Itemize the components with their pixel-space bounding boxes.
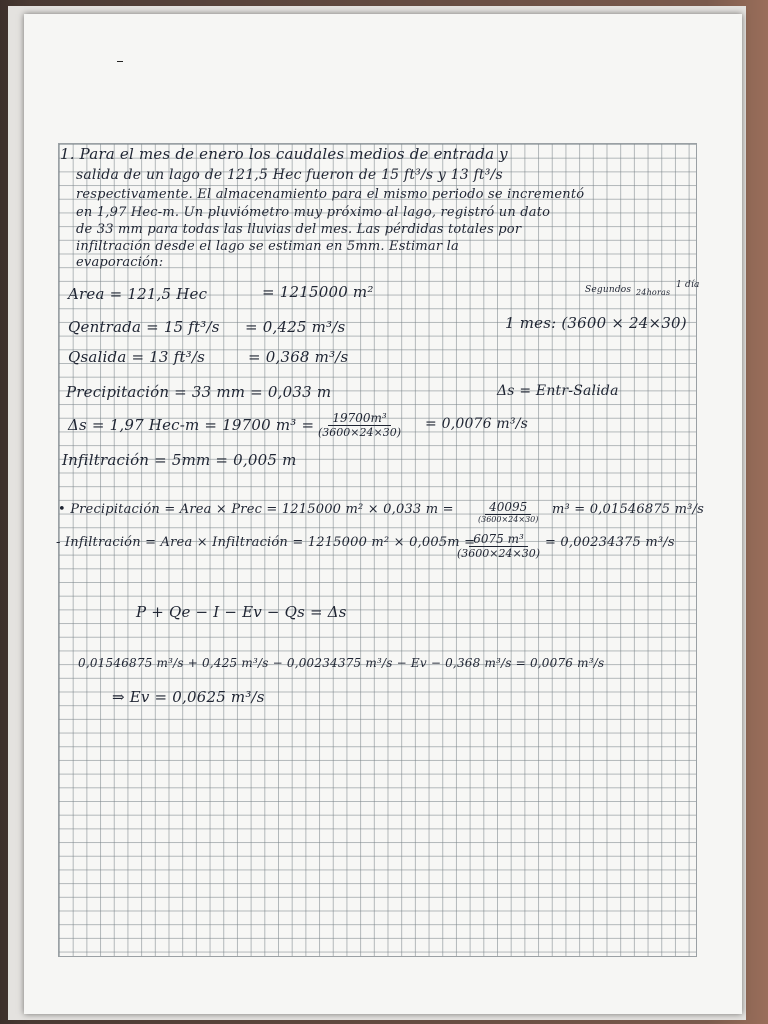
note-month-seconds: 1 mes: (3600 × 24×30) bbox=[505, 314, 687, 332]
problem-line-1: 1. Para el mes de enero los caudales medios de entrada y bbox=[60, 145, 508, 163]
infil-numerator: 6075 m³ bbox=[469, 532, 528, 547]
precip-result: m³ = 0,01546875 m³/s bbox=[552, 502, 704, 517]
given-precipitation: Precipitación = 33 mm = 0,033 m bbox=[66, 383, 332, 401]
precip-numerator: 40095 bbox=[485, 500, 531, 515]
infil-denominator: (3600×24×30) bbox=[457, 547, 541, 560]
note-horas: 24horas bbox=[636, 288, 671, 297]
problem-line-5: de 33 mm para todas las lluvias del mes. Las pérdidas totales por bbox=[76, 222, 522, 237]
note-dia: 1 día bbox=[676, 280, 700, 290]
note-delta-s-definition: Δs = Entr-Salida bbox=[497, 383, 619, 399]
given-area: Area = 121,5 Hec bbox=[68, 285, 208, 303]
given-area-conversion: = 1215000 m² bbox=[262, 283, 374, 301]
given-q-in: Qentrada = 15 ft³/s bbox=[68, 318, 220, 336]
note-segundos: Segundos bbox=[585, 285, 632, 295]
problem-line-2: salida de un lago de 121,5 Hec fueron de 15 ft³/s y 13 ft³/s bbox=[76, 167, 503, 183]
delta-s-fraction bbox=[318, 411, 401, 439]
given-q-out: Qsalida = 13 ft³/s bbox=[68, 348, 205, 366]
given-q-out-conversion: = 0,368 m³/s bbox=[248, 348, 349, 366]
problem-line-3: respectivamente. El almacenamiento para el mismo periodo se incrementó bbox=[76, 187, 585, 202]
delta-s-result: = 0,0076 m³/s bbox=[425, 416, 529, 432]
given-infiltration: Infiltración = 5mm = 0,005 m bbox=[62, 451, 297, 469]
problem-line-7: evaporación: bbox=[76, 255, 164, 270]
precip-denominator: (3600×24×30) bbox=[478, 515, 539, 524]
delta-s-numerator: 19700m³ bbox=[328, 411, 390, 426]
infil-result: = 0,00234375 m³/s bbox=[545, 535, 675, 550]
given-q-in-conversion: = 0,425 m³/s bbox=[245, 318, 346, 336]
calc-infiltration: - Infiltración = Area × Infiltración = 1215000 m² × 0,005m = bbox=[56, 535, 476, 550]
evaporation-result: ⇒ Ev = 0,0625 m³/s bbox=[112, 688, 265, 706]
given-delta-s: Δs = 1,97 Hec-m = 19700 m³ = bbox=[68, 416, 315, 434]
problem-line-6: infiltración desde el lago se estiman en 5mm. Estimar la bbox=[76, 239, 459, 254]
balance-equation: P + Qe − I − Ev − Qs = Δs bbox=[136, 603, 347, 621]
infil-fraction bbox=[457, 532, 540, 560]
calc-precipitation: • Precipitación = Area × Prec = 1215000 m² × 0,033 m = bbox=[58, 502, 454, 517]
delta-s-denominator: (3600×24×30) bbox=[318, 426, 402, 439]
balance-substitution: 0,01546875 m³/s + 0,425 m³/s − 0,00234375 m³/s − Ev − 0,368 m³/s = 0,0076 m³/s bbox=[78, 656, 605, 670]
precip-fraction bbox=[478, 500, 538, 524]
paper-mark bbox=[117, 61, 123, 62]
problem-line-4: en 1,97 Hec-m. Un pluviómetro muy próximo al lago, registró un dato bbox=[76, 205, 551, 220]
